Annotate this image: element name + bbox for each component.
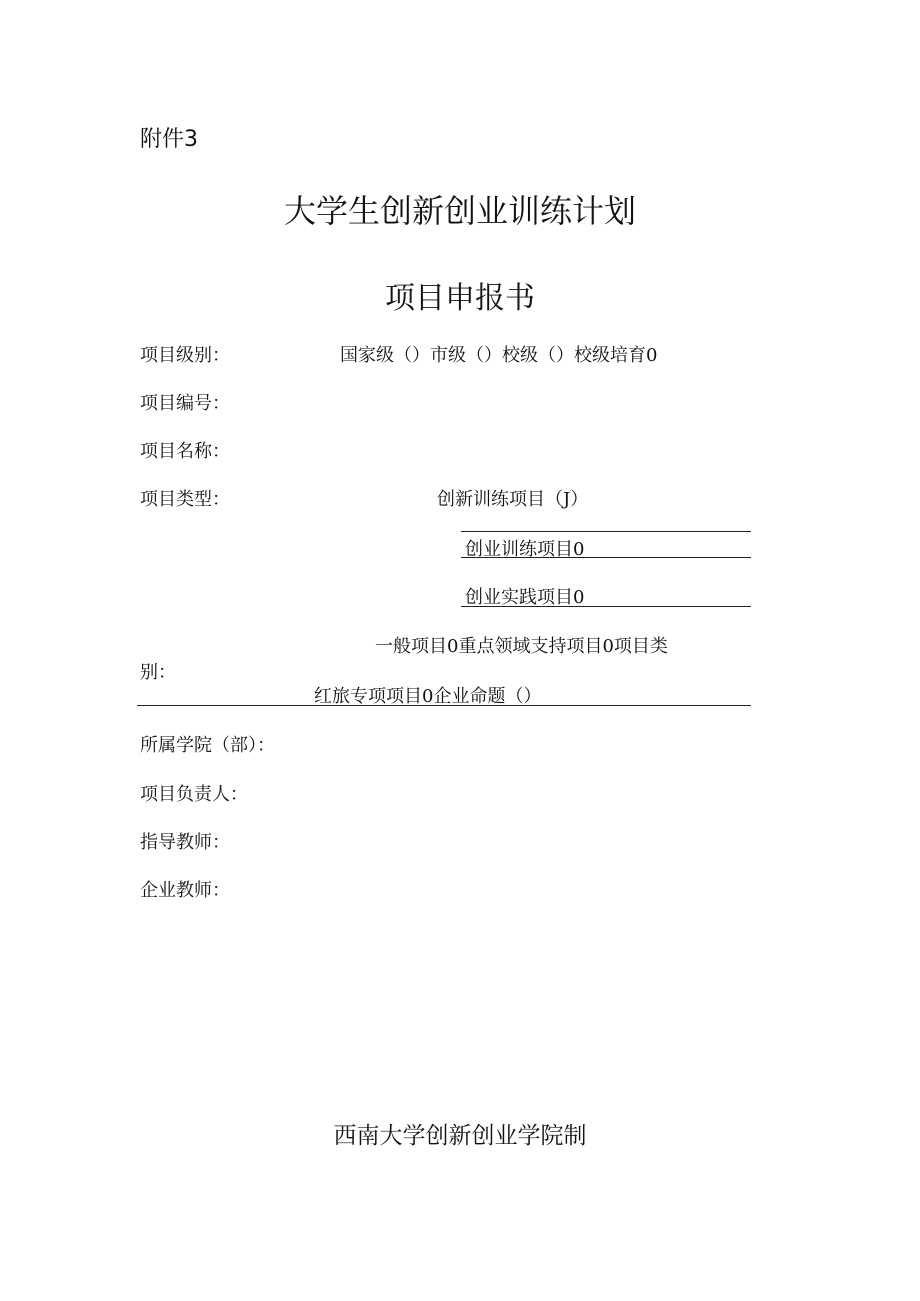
category-options-line2: 红旅专项项目0企业命题（） (314, 686, 542, 707)
divider-line (461, 606, 751, 607)
document-title: 大学生创新创业训练计划 (283, 192, 636, 230)
type-label: 项目类型： (140, 489, 230, 510)
category-options-line1: 一般项目0重点领域支持项目0项目类 (375, 636, 668, 657)
divider-line (461, 531, 751, 532)
leader-label: 项目负责人： (140, 784, 248, 805)
type-option-entrepreneurship-training: 创业训练项目0 (465, 539, 585, 560)
divider-line (461, 557, 751, 558)
level-options: 国家级（）市级（）校级（）校级培育0 (340, 345, 658, 366)
document-subtitle: 项目申报书 (385, 281, 535, 316)
college-label: 所属学院（部）： (140, 735, 275, 756)
advisor-label: 指导教师： (140, 832, 230, 853)
attachment-label: 附件3 (140, 127, 198, 152)
enterprise-advisor-label: 企业教师： (140, 880, 230, 901)
number-label: 项目编号： (140, 393, 230, 414)
footer-issuer: 西南大学创新创业学院制 (333, 1123, 587, 1149)
type-option-entrepreneurship-practice: 创业实践项目0 (465, 587, 585, 608)
category-label-tail: 别： (140, 662, 176, 683)
name-label: 项目名称： (140, 441, 230, 462)
level-label: 项目级别： (140, 345, 230, 366)
type-option-innovation: 创新训练项目（J） (437, 489, 589, 510)
divider-line (137, 705, 751, 706)
